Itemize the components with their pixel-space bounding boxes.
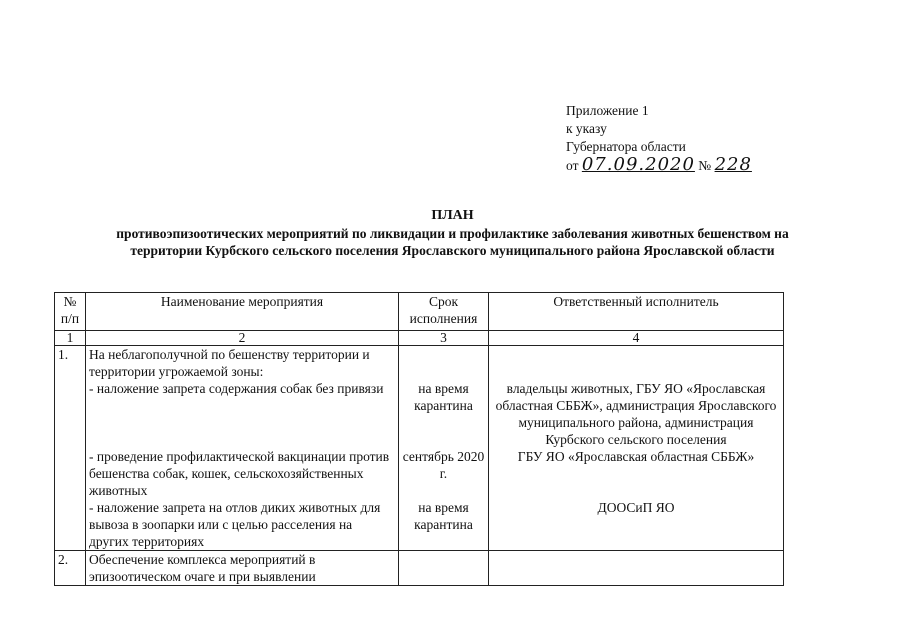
table-header-row xyxy=(55,293,784,331)
col-number-1: 1 xyxy=(55,331,86,346)
row-number: 1. xyxy=(55,346,86,551)
executor-item: владельцы животных, ГБУ ЯО «Ярославская областная СББЖ», администрация Ярославского муниципального района, администрация Курбского сельского поселения xyxy=(495,381,777,447)
header-name: Наименование мероприятия xyxy=(86,293,399,331)
activity-item: - наложение запрета на отлов диких животных для вывоза в зоопарки или с целью расселения на других территориях xyxy=(89,500,381,549)
term-item: сентябрь 2020 г. xyxy=(402,449,485,481)
handwritten-date: 07.09.2020 xyxy=(581,154,695,175)
term-item: на время карантина xyxy=(414,381,473,413)
header-term: Срок исполнения xyxy=(399,293,489,331)
appendix-governor: Губернатора области xyxy=(566,139,686,154)
activity-item: - наложение запрета содержания собак без привязи xyxy=(89,381,384,396)
term-item: на время карантина xyxy=(414,500,473,532)
row-terms xyxy=(399,346,489,551)
col-number-4: 4 xyxy=(489,331,784,346)
appendix-block xyxy=(566,102,752,175)
plan-title: ПЛАН xyxy=(431,208,474,223)
plan-subtitle: противоэпизоотических мероприятий по ликвидации и профилактике заболевания животных бешенством на территории Курбского сельского поселения Ярославского муниципального района Ярославской области xyxy=(116,226,789,258)
row-number: 2. xyxy=(55,551,86,586)
activity-item: - проведение профилактической вакцинации против бешенства собак, кошек, сельскохозяйственных животных xyxy=(89,449,390,498)
appendix-date-line xyxy=(566,156,752,175)
row-activities xyxy=(86,551,399,586)
number-prefix: № xyxy=(698,158,712,173)
col-number-2: 2 xyxy=(86,331,399,346)
row-intro: На неблагополучной по бешенству территории и территории угрожаемой зоны: xyxy=(89,347,370,379)
appendix-decree: к указу xyxy=(566,121,607,136)
date-prefix: от xyxy=(566,158,579,173)
header-executor: Ответственный исполнитель xyxy=(489,293,784,331)
row-executors xyxy=(489,551,784,586)
row-intro: Обеспечение комплекса мероприятий в эпизоотическом очаге и при выявлении xyxy=(89,552,316,584)
col-number-3: 3 xyxy=(399,331,489,346)
row-executors xyxy=(489,346,784,551)
handwritten-number: 228 xyxy=(714,154,752,175)
plan-table xyxy=(54,292,784,586)
header-num: № п/п xyxy=(55,293,86,331)
executor-item: ГБУ ЯО «Ярославская областная СББЖ» xyxy=(517,449,755,464)
executor-item: ДООСиП ЯО xyxy=(597,500,675,515)
table-row xyxy=(55,346,784,551)
appendix-title: Приложение 1 xyxy=(566,103,649,118)
row-terms xyxy=(399,551,489,586)
row-activities xyxy=(86,346,399,551)
table-row xyxy=(55,551,784,586)
column-number-row xyxy=(55,331,784,346)
